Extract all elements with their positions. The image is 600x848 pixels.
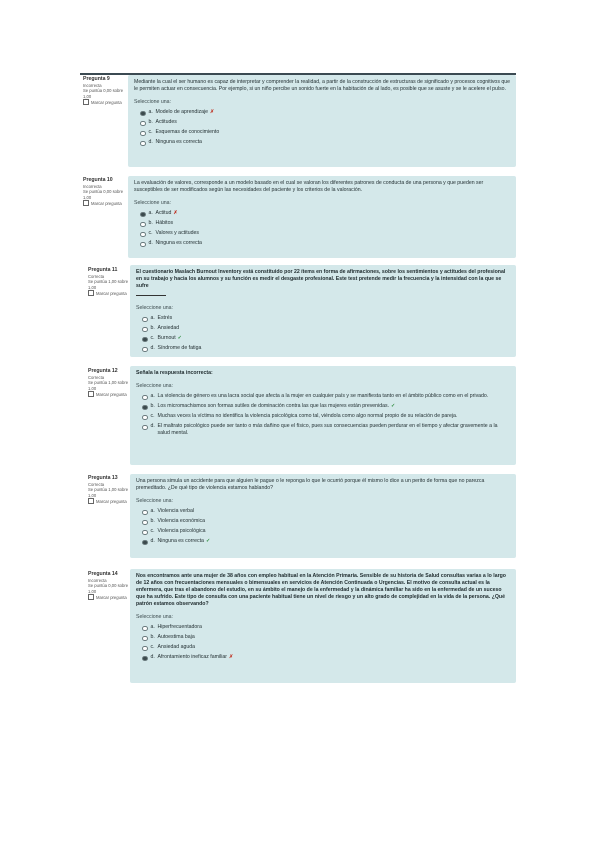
question-grade: Se puntúa 1,00 sobre 1,00 <box>88 487 129 498</box>
answer-option[interactable]: b. Hábitos <box>140 220 510 227</box>
select-prompt: Seleccione una: <box>134 99 171 105</box>
flag-question-button[interactable] <box>88 391 130 397</box>
question-info <box>83 178 125 206</box>
select-prompt: Seleccione una: <box>136 498 173 504</box>
radio-button[interactable] <box>142 520 148 526</box>
answer-option[interactable]: d. Ninguna es correcta <box>140 240 510 247</box>
flag-icon <box>88 498 94 504</box>
question-card <box>130 474 516 558</box>
radio-button[interactable] <box>142 540 148 546</box>
radio-button[interactable] <box>142 415 148 421</box>
radio-button[interactable] <box>142 425 148 431</box>
answer-option[interactable]: d. Síndrome de fatiga <box>142 345 510 352</box>
question-grade: Se puntúa 1,00 sobre 1,00 <box>88 279 129 290</box>
question-info <box>88 369 130 397</box>
radio-button[interactable] <box>142 317 148 323</box>
flag-icon <box>83 99 89 105</box>
flag-label: Marcar pregunta <box>96 290 127 296</box>
radio-button[interactable] <box>142 656 148 662</box>
question-card <box>128 176 516 258</box>
answer-option[interactable]: b. Los micromachismos son formas sutiles de dominación contra las que las mujeres están prevenidas. ✓ <box>142 403 510 410</box>
flag-icon <box>88 594 94 600</box>
answer-option[interactable]: a. Estrés <box>142 315 510 322</box>
answer-option[interactable]: a. Violencia verbal <box>142 508 510 515</box>
question-grade: Se puntúa 0,00 sobre 1,00 <box>88 583 129 594</box>
question-state: Correcta <box>88 273 105 279</box>
question-grade: Se puntúa 1,00 sobre 1,00 <box>88 380 129 391</box>
select-prompt: Seleccione una: <box>136 383 173 389</box>
answer-option[interactable]: a. Actitud ✗ <box>140 210 510 217</box>
answer-option[interactable]: b. Ansiedad <box>142 325 510 332</box>
question-state: Correcta <box>88 374 105 380</box>
question-text: Nos encontramos ante una mujer de 38 años con empleo habitual en la Atención Primaria. Sensible de su historia de Salud consultas varias a lo largo de 12 años con frecuentaciones mensuales o bimensuales en servicios de Atención Continuada o Urgencias. El motivo de consulta actual es la enfermera, que tras el abandono del estudio, en su ámbito el manejo de la enfermedad y la dinámica familiar ha sido en la enfermedad de un suceso que ha sufrido. Este tipo de consulta con una paciente habitual tiene un nivel de riesgo y un alto grado de complejidad en la vida de la persona. ¿Qué patrón estamos observando? <box>136 573 506 607</box>
question-state: Incorrecta <box>83 183 102 189</box>
question-number: Pregunta 12 <box>88 368 118 374</box>
radio-button[interactable] <box>140 222 146 228</box>
answer-option[interactable]: c. Valores y actitudes <box>140 230 510 237</box>
question-card <box>130 569 516 683</box>
flag-label: Marcar pregunta <box>96 391 127 397</box>
answer-option[interactable]: b. Actitudes <box>140 119 510 126</box>
radio-button[interactable] <box>140 111 146 117</box>
answer-option[interactable]: d. Ninguna es correcta <box>140 139 510 146</box>
question-info <box>83 77 125 105</box>
question-number: Pregunta 9 <box>83 76 110 82</box>
flag-question-button[interactable] <box>83 200 125 206</box>
flag-icon <box>83 200 89 206</box>
flag-label: Marcar pregunta <box>96 594 127 600</box>
radio-button[interactable] <box>142 347 148 353</box>
question-card <box>128 75 516 167</box>
answer-option[interactable]: c. Burnout ✓ <box>142 335 510 342</box>
radio-button[interactable] <box>142 530 148 536</box>
question-text: Señala la respuesta incorrecta: <box>136 370 213 376</box>
radio-button[interactable] <box>142 636 148 642</box>
radio-button[interactable] <box>142 337 148 343</box>
radio-button[interactable] <box>142 327 148 333</box>
flag-label: Marcar pregunta <box>91 99 122 105</box>
flag-question-button[interactable] <box>88 498 130 504</box>
answer-option[interactable]: a. Hiperfrecuentadora <box>142 624 510 631</box>
incorrect-icon: ✗ <box>173 210 178 216</box>
question-grade: Se puntúa 0,00 sobre 1,00 <box>83 189 124 200</box>
answer-option[interactable]: c. Ansiedad aguda <box>142 644 510 651</box>
question-number: Pregunta 10 <box>83 177 113 183</box>
question-text: Una persona simula un accidente para que alguien le pague o le reponga lo que le ocurrió porque él mismo lo dice a un perito de forma que no parezca premeditado. ¿De qué tipo de violencia estamos hablando? <box>136 478 485 491</box>
flag-icon <box>88 391 94 397</box>
select-prompt: Seleccione una: <box>136 614 173 620</box>
answer-option[interactable]: c. Violencia psicológica <box>142 528 510 535</box>
question-number: Pregunta 14 <box>88 571 118 577</box>
question-card <box>130 265 516 357</box>
answer-option[interactable]: d. El maltrato psicológico puede ser tanto o más dañino que el físico, pues sus consecuencias pueden perdurar en el tiempo y afectar gravemente a la salud mental. <box>142 423 510 437</box>
answer-blank <box>136 295 166 296</box>
question-text: El cuestionario Maslach Burnout Inventory está constituido por 22 ítems en forma de afirmaciones, sobre los sentimientos y actitudes del profesional en su trabajo y hacia los alumnos y su función es medir el desgaste profesional. Este test pretende medir la frecuencia y la intensidad con la que se sufre <box>136 269 506 289</box>
flag-question-button[interactable] <box>83 99 125 105</box>
answer-option[interactable]: a. La violencia de género es una lacra social que afecta a la mujer en cualquier país y se manifiesta tanto en el ámbito público como en el privado. <box>142 393 510 400</box>
flag-question-button[interactable] <box>88 594 130 600</box>
question-card <box>130 366 516 465</box>
radio-button[interactable] <box>140 242 146 248</box>
select-prompt: Seleccione una: <box>134 200 171 206</box>
answer-option[interactable]: c. Muchas veces la víctima no identifica la violencia psicológica como tal, viéndola como algo normal propio de su relación de pareja. <box>142 413 510 420</box>
answer-option[interactable]: d. Afrontamiento ineficaz familiar ✗ <box>142 654 510 661</box>
radio-button[interactable] <box>142 646 148 652</box>
flag-question-button[interactable] <box>88 290 130 296</box>
answer-option[interactable]: d. Ninguna es correcta ✓ <box>142 538 510 545</box>
answer-option[interactable]: b. Violencia económica <box>142 518 510 525</box>
answer-option[interactable]: c. Esquemas de conocimiento <box>140 129 510 136</box>
question-state: Incorrecta <box>88 577 107 583</box>
correct-icon: ✓ <box>391 403 396 409</box>
answer-option[interactable]: b. Autoestima baja <box>142 634 510 641</box>
question-text: Mediante la cual el ser humano es capaz de interpretar y comprender la realidad, a partir de la construcción de estructuras de significado y procesos cognitivos que le permiten actuar en consecuencia. Por ejemplo, si un niño percibe un sonido fuerte en la habitación de al lado, es posible que se asuste y se le acelere el pulso. <box>134 79 511 92</box>
question-state: Incorrecta <box>83 82 102 88</box>
question-info <box>88 476 130 504</box>
question-info <box>88 268 130 296</box>
question-info <box>88 572 130 600</box>
select-prompt: Seleccione una: <box>136 305 173 311</box>
radio-button[interactable] <box>140 131 146 137</box>
flag-label: Marcar pregunta <box>91 200 122 206</box>
answer-option[interactable]: a. Modelo de aprendizaje ✗ <box>140 109 510 116</box>
flag-label: Marcar pregunta <box>96 498 127 504</box>
radio-button[interactable] <box>140 141 146 147</box>
radio-button[interactable] <box>142 395 148 401</box>
radio-button[interactable] <box>140 232 146 238</box>
radio-button[interactable] <box>142 405 148 411</box>
flag-icon <box>88 290 94 296</box>
question-number: Pregunta 13 <box>88 475 118 481</box>
radio-button[interactable] <box>142 510 148 516</box>
question-text: La evaluación de valores, corresponde a un modelo basado en el cual se valoran los diferentes patrones de conducta de una persona y que pueden ser susceptibles de ser modificados según las necesidades del paciente y los criterios de la valoración. <box>134 180 484 193</box>
correct-icon: ✓ <box>205 538 211 544</box>
radio-button[interactable] <box>140 212 146 218</box>
question-state: Correcta <box>88 481 105 487</box>
radio-button[interactable] <box>142 626 148 632</box>
question-number: Pregunta 11 <box>88 267 118 273</box>
radio-button[interactable] <box>140 121 146 127</box>
correct-icon: ✓ <box>177 335 183 341</box>
incorrect-icon: ✗ <box>210 109 215 115</box>
incorrect-icon: ✗ <box>228 654 234 660</box>
question-grade: Se puntúa 0,00 sobre 1,00 <box>83 88 124 99</box>
